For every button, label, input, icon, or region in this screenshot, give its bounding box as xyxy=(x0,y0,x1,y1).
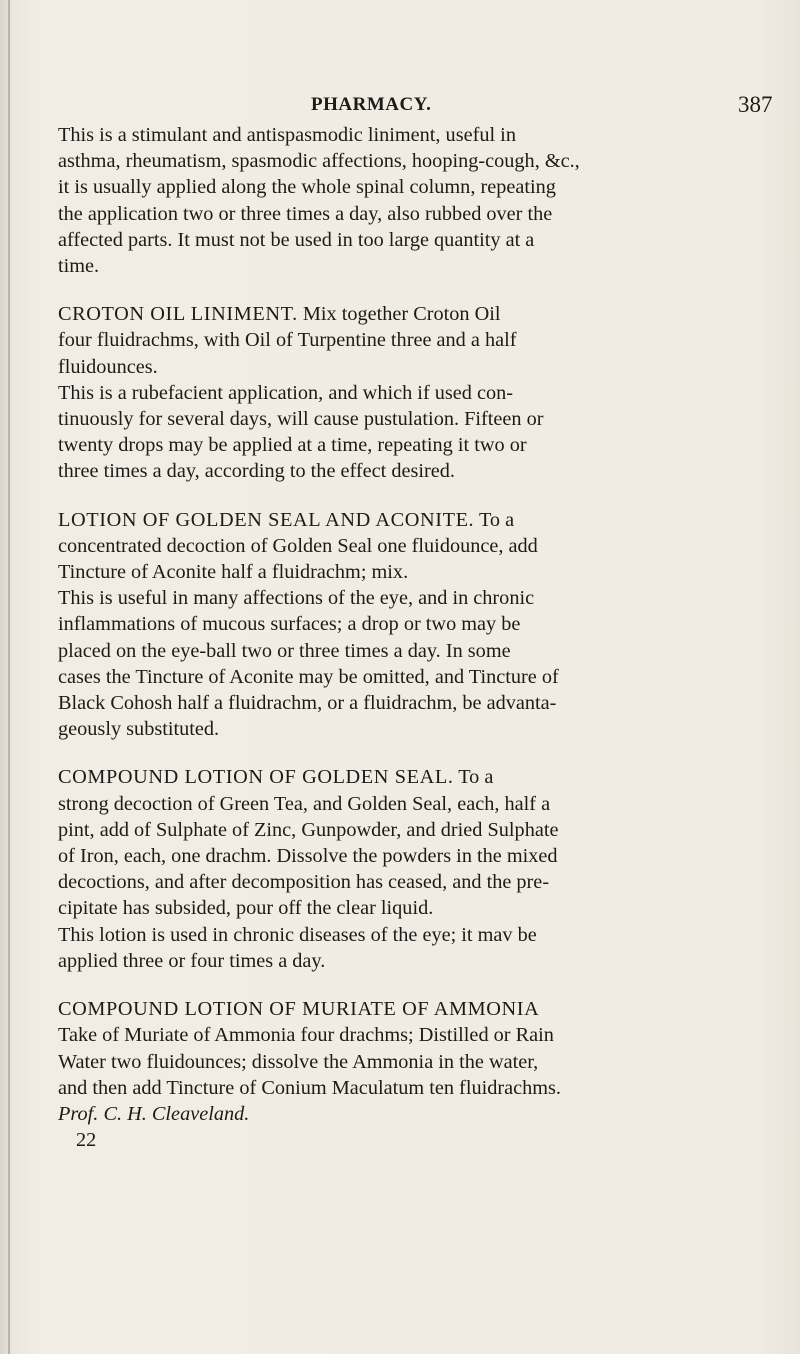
page-body xyxy=(58,122,745,1153)
section-heading-muriate-of-ammonia: COMPOUND LOTION OF MURIATE OF AMMONIA xyxy=(58,998,540,1021)
text-line: cases the Tincture of Aconite may be omitted, and Tincture of xyxy=(58,665,559,688)
text-line: COMPOUND LOTION OF GOLDEN SEAL. To a xyxy=(58,766,494,789)
text-line: Black Cohosh half a fluidrachm, or a fluidrachm, be advanta- xyxy=(58,692,557,715)
paragraph-liniment-description xyxy=(58,122,745,279)
text-line: Water two fluidounces; dissolve the Ammonia in the water, xyxy=(58,1050,539,1073)
text-line: time. xyxy=(58,255,100,278)
text-line: inflammations of mucous surfaces; a drop or two may be xyxy=(58,613,521,636)
section-heading-compound-lotion-golden-seal: COMPOUND LOTION OF GOLDEN SEAL. xyxy=(58,766,454,789)
text-line: and then add Tincture of Conium Maculatum ten fluidrachms. xyxy=(58,1076,562,1099)
author-signature: Prof. C. H. Cleaveland. xyxy=(58,1102,250,1125)
text-line: the application two or three times a day, also rubbed over the xyxy=(58,202,553,225)
text-line: twenty drops may be applied at a time, repeating it two or xyxy=(58,434,527,457)
text-line: concentrated decoction of Golden Seal one fluidounce, add xyxy=(58,534,538,557)
text-line: tinuously for several days, will cause pustulation. Fifteen or xyxy=(58,408,544,431)
signature-mark: 22 xyxy=(76,1129,97,1152)
text-line: of Iron, each, one drachm. Dissolve the powders in the mixed xyxy=(58,845,558,868)
text-line: This is useful in many affections of the eye, and in chronic xyxy=(58,587,535,610)
text-line: This is a rubefacient application, and which if used con- xyxy=(58,381,514,404)
text-line: pint, add of Sulphate of Zinc, Gunpowder, and dried Sulphate xyxy=(58,818,559,841)
text-line: three times a day, according to the effect desired. xyxy=(58,460,455,483)
text-line: it is usually applied along the whole spinal column, repeating xyxy=(58,176,556,199)
page-number: 387 xyxy=(738,92,773,117)
text-line: fluidounces. xyxy=(58,355,158,378)
text-line: geously substituted. xyxy=(58,718,220,741)
text-line: placed on the eye-ball two or three times a day. In some xyxy=(58,639,511,662)
text-line: Take of Muriate of Ammonia four drachms; Distilled or Rain xyxy=(58,1024,554,1047)
text-line: applied three or four times a day. xyxy=(58,949,326,972)
text-line: Tincture of Aconite half a fluidrachm; mix. xyxy=(58,561,409,584)
text-line: LOTION OF GOLDEN SEAL AND ACONITE. To a xyxy=(58,508,515,531)
text-line: asthma, rheumatism, spasmodic affections, hooping-cough, &c., xyxy=(58,150,580,173)
text-line: CROTON OIL LINIMENT. Mix together Croton Oil xyxy=(58,303,501,326)
paragraph-muriate-of-ammonia xyxy=(58,996,745,1153)
text-line: This lotion is used in chronic diseases of the eye; it mav be xyxy=(58,923,537,946)
text-line: strong decoction of Green Tea, and Golden Seal, each, half a xyxy=(58,792,551,815)
text-line: four fluidrachms, with Oil of Turpentine three and a half xyxy=(58,329,517,352)
running-title: PHARMACY. xyxy=(311,94,432,115)
text-line: cipitate has subsided, pour off the clear liquid. xyxy=(58,897,434,920)
text-line: affected parts. It must not be used in too large quantity at a xyxy=(58,228,535,251)
section-heading-croton-oil-liniment: CROTON OIL LINIMENT. xyxy=(58,303,298,326)
paragraph-golden-seal-aconite xyxy=(58,507,745,743)
paragraph-croton-oil-liniment xyxy=(58,301,745,484)
page-header xyxy=(0,94,800,124)
paragraph-compound-lotion-golden-seal xyxy=(58,764,745,974)
text-line: decoctions, and after decomposition has ceased, and the pre- xyxy=(58,871,550,894)
section-heading-golden-seal-aconite: LOTION OF GOLDEN SEAL AND ACONITE. xyxy=(58,508,475,531)
text-line: This is a stimulant and antispasmodic liniment, useful in xyxy=(58,124,516,146)
page-binding-edge xyxy=(8,0,10,1354)
